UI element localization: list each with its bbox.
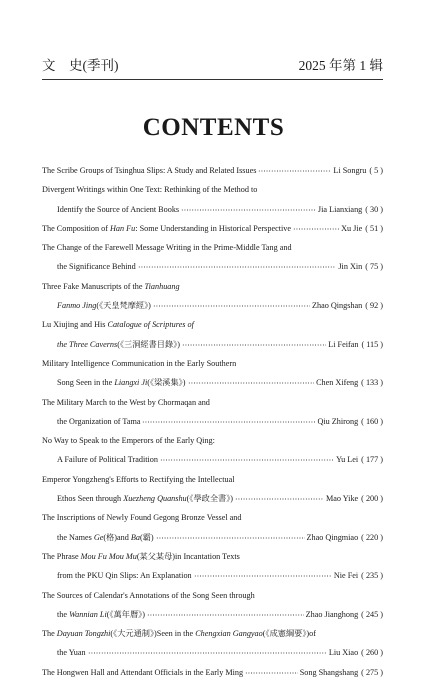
entry-page-number: ( 75 ) bbox=[365, 262, 383, 272]
entry-author: Qiu Zhirong bbox=[317, 416, 359, 426]
toc-entry-continuation bbox=[42, 412, 383, 431]
entry-title-text: (某父某母)in Incantation Texts bbox=[136, 551, 240, 561]
entry-title bbox=[57, 528, 154, 547]
entry-title-italic: Tianhuang bbox=[144, 281, 180, 291]
entry-title-italic: Fanmo Jing bbox=[57, 301, 97, 311]
entry-title bbox=[57, 450, 158, 469]
entry-title-text: The Change of the Farewell Message Writing in the Prime-Middle Tang and bbox=[42, 243, 292, 253]
toc-entry bbox=[42, 393, 383, 412]
entry-title-text: (《學政全書》) bbox=[186, 494, 234, 504]
toc-entry bbox=[42, 508, 383, 527]
entry-author: Nie Fei bbox=[333, 571, 359, 581]
journal-name: 文 史(季刊) bbox=[42, 58, 119, 73]
toc-entry bbox=[42, 586, 383, 605]
entry-page-number: ( 275 ) bbox=[361, 667, 383, 677]
toc-entry bbox=[42, 277, 383, 296]
entry-title bbox=[42, 470, 235, 489]
entry-page-number: ( 245 ) bbox=[361, 609, 383, 619]
entry-page-number: ( 200 ) bbox=[361, 494, 383, 504]
entry-title-italic: the Three Caverns bbox=[57, 339, 118, 349]
entry-author: Yu Lei bbox=[336, 455, 359, 465]
entry-page-number: ( 220 ) bbox=[361, 532, 383, 542]
entry-title-italic: Ge bbox=[93, 532, 104, 542]
toc-entry-continuation bbox=[42, 566, 383, 585]
entry-title-text: Emperor Yongzheng's Efforts to Rectifying the Intellectual bbox=[42, 474, 235, 484]
toc-entry-continuation bbox=[42, 373, 383, 392]
entry-title-italic: Xuezheng Quanshu bbox=[123, 494, 187, 504]
table-of-contents bbox=[42, 161, 383, 682]
entry-title-italic: Han Fu bbox=[110, 223, 136, 233]
entry-author: Jia Lianxiang bbox=[317, 204, 363, 214]
entry-title-italic: Wannian Li bbox=[69, 609, 107, 619]
dot-leader bbox=[245, 672, 298, 674]
dot-leader bbox=[181, 209, 316, 211]
entry-title-text: The Inscriptions of Newly Found Gegong Bronze Vessel and bbox=[42, 513, 242, 523]
dot-leader bbox=[160, 459, 334, 461]
toc-entry bbox=[42, 354, 383, 373]
toc-entry-continuation bbox=[42, 450, 383, 469]
header-rule bbox=[42, 79, 383, 80]
entry-title bbox=[42, 547, 240, 566]
entry-title-text: The Military March to the West by Chormaqan and bbox=[42, 397, 210, 407]
entry-title-text: the Names bbox=[57, 532, 94, 542]
dot-leader bbox=[88, 652, 327, 654]
toc-entry-continuation bbox=[42, 335, 383, 354]
entry-page-number: ( 160 ) bbox=[361, 416, 383, 426]
entry-author: Zhao Jianghong bbox=[305, 609, 359, 619]
toc-entry-continuation bbox=[42, 296, 383, 315]
toc-entry bbox=[42, 315, 383, 334]
toc-entry bbox=[42, 431, 383, 450]
entry-title-italic: Dayuan Tongzhi bbox=[56, 629, 111, 639]
entry-title bbox=[42, 238, 292, 257]
toc-entry-continuation bbox=[42, 200, 383, 219]
entry-title-italic: Catalogue of Scriptures of bbox=[107, 320, 194, 330]
entry-title-text: A Failure of Political Tradition bbox=[57, 455, 158, 465]
entry-author: Zhao Qingmiao bbox=[306, 532, 359, 542]
entry-title bbox=[57, 200, 179, 219]
entry-title bbox=[57, 566, 192, 585]
entry-title-text: Divergent Writings within One Text: Rethinking of the Method to bbox=[42, 185, 258, 195]
entry-title bbox=[57, 335, 180, 354]
entry-title-text: (《大元通制》)Seen in the bbox=[110, 629, 196, 639]
entry-author: Liu Xiao bbox=[328, 648, 359, 658]
toc-entry bbox=[42, 470, 383, 489]
entry-title bbox=[42, 663, 243, 682]
dot-leader bbox=[293, 228, 339, 230]
entry-title bbox=[42, 624, 316, 643]
entry-title bbox=[42, 219, 291, 238]
entry-title bbox=[42, 315, 194, 334]
entry-title-text: Military Intelligence Communication in the Early Southern bbox=[42, 358, 237, 368]
toc-entry bbox=[42, 663, 383, 682]
entry-title-text: (《三洞經書目錄》) bbox=[117, 339, 180, 349]
entry-title bbox=[42, 161, 256, 180]
entry-title-italic: Liangxi Ji bbox=[114, 378, 148, 388]
entry-page-number: ( 51 ) bbox=[365, 223, 383, 233]
entry-title-text: (《萬年曆》) bbox=[106, 609, 145, 619]
entry-title-text: from the PKU Qin Slips: An Explanation bbox=[57, 571, 192, 581]
dot-leader bbox=[142, 421, 315, 423]
entry-title-text: (《梁溪集》) bbox=[147, 378, 186, 388]
entry-title bbox=[57, 373, 186, 392]
entry-author: Li Feifan bbox=[328, 339, 359, 349]
entry-page-number: ( 133 ) bbox=[361, 378, 383, 388]
entry-title-text: (《成憲綱要》)of bbox=[262, 629, 316, 639]
dot-leader bbox=[138, 266, 337, 268]
entry-title bbox=[57, 412, 140, 431]
entry-page-number: ( 5 ) bbox=[369, 166, 383, 175]
entry-title-text: the Significance Behind bbox=[57, 262, 136, 272]
entry-title-italic: Chengxian Gangyao bbox=[195, 629, 263, 639]
entry-author: Chen Xifeng bbox=[316, 378, 359, 388]
entry-page-number: ( 30 ) bbox=[365, 204, 383, 214]
toc-entry-continuation bbox=[42, 643, 383, 662]
entry-page-number: ( 260 ) bbox=[361, 648, 383, 658]
entry-title-text: : Some Understanding in Historical Perspective bbox=[135, 223, 292, 233]
entry-title-text: the Organization of Tama bbox=[57, 416, 141, 426]
toc-entry bbox=[42, 624, 383, 643]
entry-title bbox=[42, 354, 236, 373]
entry-title bbox=[57, 296, 151, 315]
page-title: CONTENTS bbox=[142, 114, 285, 141]
entry-title-text: the Yuan bbox=[57, 648, 86, 658]
entry-author: Zhao Qingshan bbox=[312, 301, 363, 311]
entry-title-text: No Way to Speak to the Emperors of the Early Qing: bbox=[42, 436, 215, 446]
entry-title-text: The Scribe Groups of Tsinghua Slips: A Study and Related Issues bbox=[42, 166, 257, 175]
dot-leader bbox=[156, 537, 305, 539]
entry-title bbox=[57, 257, 136, 276]
toc-entry-continuation bbox=[42, 605, 383, 624]
toc-entry bbox=[42, 238, 383, 257]
dot-leader bbox=[153, 305, 310, 307]
entry-title-text: The bbox=[42, 629, 57, 639]
entry-title-text: the bbox=[57, 609, 70, 619]
toc-entry bbox=[42, 161, 383, 180]
toc-entry-continuation bbox=[42, 257, 383, 276]
entry-author: Mao Yike bbox=[325, 494, 359, 504]
dot-leader bbox=[147, 614, 304, 616]
dot-leader bbox=[182, 344, 326, 346]
entry-title-italic: Ba bbox=[130, 532, 141, 542]
entry-title-text: (格)and bbox=[103, 532, 131, 542]
entry-author: Li Songru bbox=[333, 166, 367, 175]
entry-title-text: Lu Xiujing and His bbox=[42, 320, 108, 330]
entry-title bbox=[57, 643, 86, 662]
entry-title bbox=[57, 605, 145, 624]
entry-page-number: ( 177 ) bbox=[361, 455, 383, 465]
entry-author: Xu Jie bbox=[341, 223, 363, 233]
entry-title-text: (霸) bbox=[140, 532, 154, 542]
toc-entry bbox=[42, 547, 383, 566]
entry-title bbox=[42, 431, 215, 450]
entry-title-text: The Phrase bbox=[42, 551, 81, 561]
entry-title-text: Song Seen in the bbox=[57, 378, 115, 388]
entry-title-text: The Hongwen Hall and Attendant Officials in the Early Ming bbox=[42, 667, 244, 677]
issue-label: 2025 年第 1 辑 bbox=[298, 58, 383, 73]
dot-leader bbox=[235, 498, 324, 500]
entry-title bbox=[57, 489, 233, 508]
dot-leader bbox=[188, 382, 315, 384]
entry-title-text: Ethos Seen through bbox=[57, 494, 124, 504]
entry-title-italic: Mou Fu Mou Mu bbox=[80, 551, 137, 561]
entry-title bbox=[42, 277, 180, 296]
entry-title-text: Three Fake Manuscripts of the bbox=[42, 281, 145, 291]
entry-title bbox=[42, 508, 242, 527]
entry-author: Song Shangshang bbox=[299, 667, 359, 677]
entry-page-number: ( 235 ) bbox=[361, 571, 383, 581]
toc-entry bbox=[42, 219, 383, 238]
entry-title bbox=[42, 393, 210, 412]
toc-entry-continuation bbox=[42, 489, 383, 508]
dot-leader bbox=[194, 575, 332, 577]
dot-leader bbox=[258, 170, 331, 172]
entry-title bbox=[42, 180, 257, 199]
toc-entry bbox=[42, 180, 383, 199]
entry-author: Jin Xin bbox=[338, 262, 363, 272]
entry-page-number: ( 92 ) bbox=[365, 301, 383, 311]
entry-title-text: (《天皇梵摩經》) bbox=[96, 301, 151, 311]
toc-entry-continuation bbox=[42, 528, 383, 547]
entry-title-text: The Composition of bbox=[42, 223, 110, 233]
entry-title-text: Identify the Source of Ancient Books bbox=[57, 204, 180, 214]
running-header bbox=[42, 57, 383, 75]
entry-page-number: ( 115 ) bbox=[361, 339, 383, 349]
entry-title-text: The Sources of Calendar's Annotations of the Song Seen through bbox=[42, 590, 255, 600]
entry-title bbox=[42, 586, 255, 605]
